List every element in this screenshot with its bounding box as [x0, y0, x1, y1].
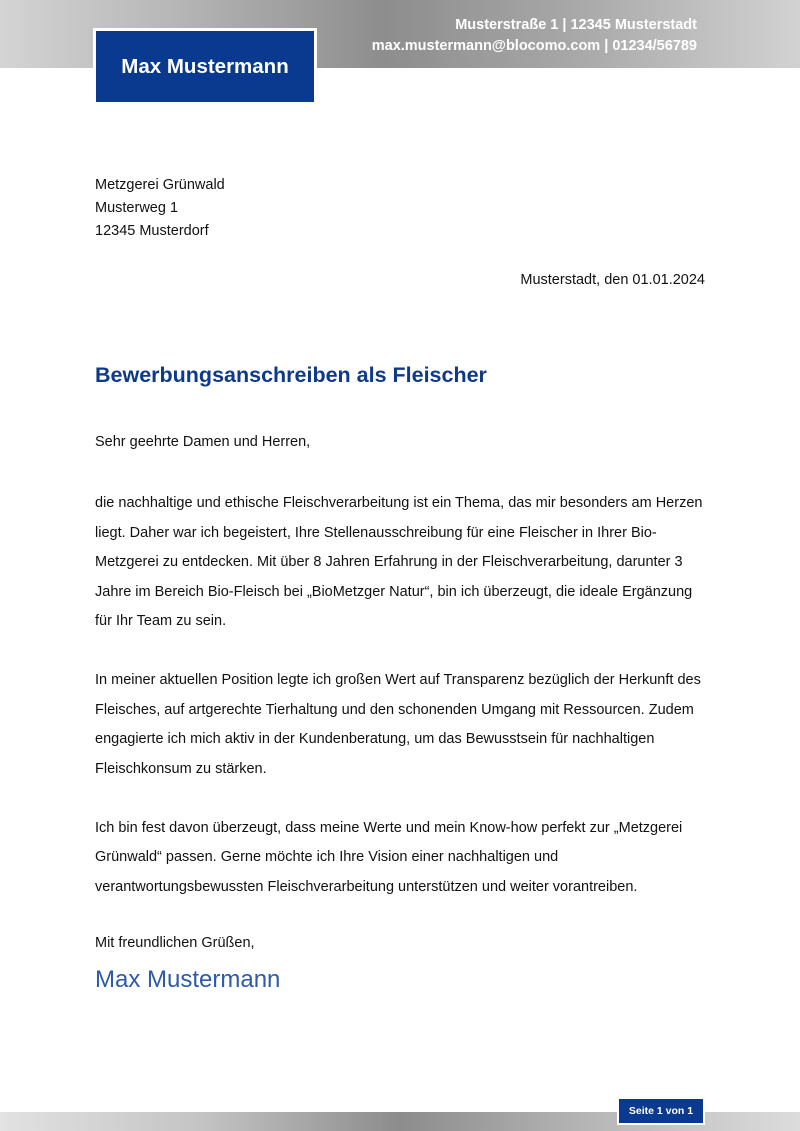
- recipient-city: 12345 Musterdorf: [95, 223, 209, 239]
- recipient-company: Metzgerei Grünwald: [95, 177, 225, 193]
- body-paragraph: die nachhaltige und ethische Fleischverarbeitung ist ein Thema, das mir besonders am Herzen liegt. Daher war ich begeistert, Ihre Stellenausschreibung für eine Fleischer in Ihrer Bio-Metzgerei zu entdecken. Mit über 8 Jahren Erfahrung in der Fleischverarbeitung, darunter 3 Jahre im Bereich Bio-Fleisch bei „BioMetzger Natur“, bin ich überzeugt, die ideale Ergänzung für Ihr Team zu sein.: [95, 495, 703, 629]
- body-paragraph: In meiner aktuellen Position legte ich großen Wert auf Transparenz bezüglich der Herkunft des Fleisches, auf artgerechte Tierhaltung und den schonenden Umgang mit Ressourcen. Zudem engagierte ich mich aktiv in der Kundenberatung, um das Bewusstsein für nachhaltigen Fleischkonsum zu stärken.: [95, 672, 701, 777]
- recipient-street: Musterweg 1: [95, 200, 179, 216]
- closing: Mit freundlichen Grüßen,: [95, 935, 255, 951]
- body-paragraph: Ich bin fest davon überzeugt, dass meine Werte und mein Know-how perfekt zur „Metzgerei Grünwald“ passen. Gerne möchte ich Ihre Vision einer nachhaltigen und verantwortungsbewussten Fleischverarbeitung unterstützen und weiter vorantreiben.: [95, 819, 683, 895]
- letter-body: [95, 489, 707, 932]
- sender-name-box: [93, 28, 317, 105]
- sender-address: Musterstraße 1 | 12345 Musterstadt: [455, 17, 697, 33]
- sender-contact: [372, 15, 697, 57]
- sender-name: Max Mustermann: [96, 31, 314, 102]
- letter-subject: Bewerbungsanschreiben als Fleischer: [95, 363, 487, 387]
- page-number: Seite 1 von 1: [619, 1099, 703, 1123]
- salutation: Sehr geehrte Damen und Herren,: [95, 434, 311, 450]
- letter-date: Musterstadt, den 01.01.2024: [520, 272, 705, 288]
- page-number-box: [617, 1097, 705, 1125]
- sender-email-phone: max.mustermann@blocomo.com | 01234/56789: [371, 38, 697, 54]
- signature: Max Mustermann: [95, 966, 281, 993]
- recipient-address: [95, 174, 225, 243]
